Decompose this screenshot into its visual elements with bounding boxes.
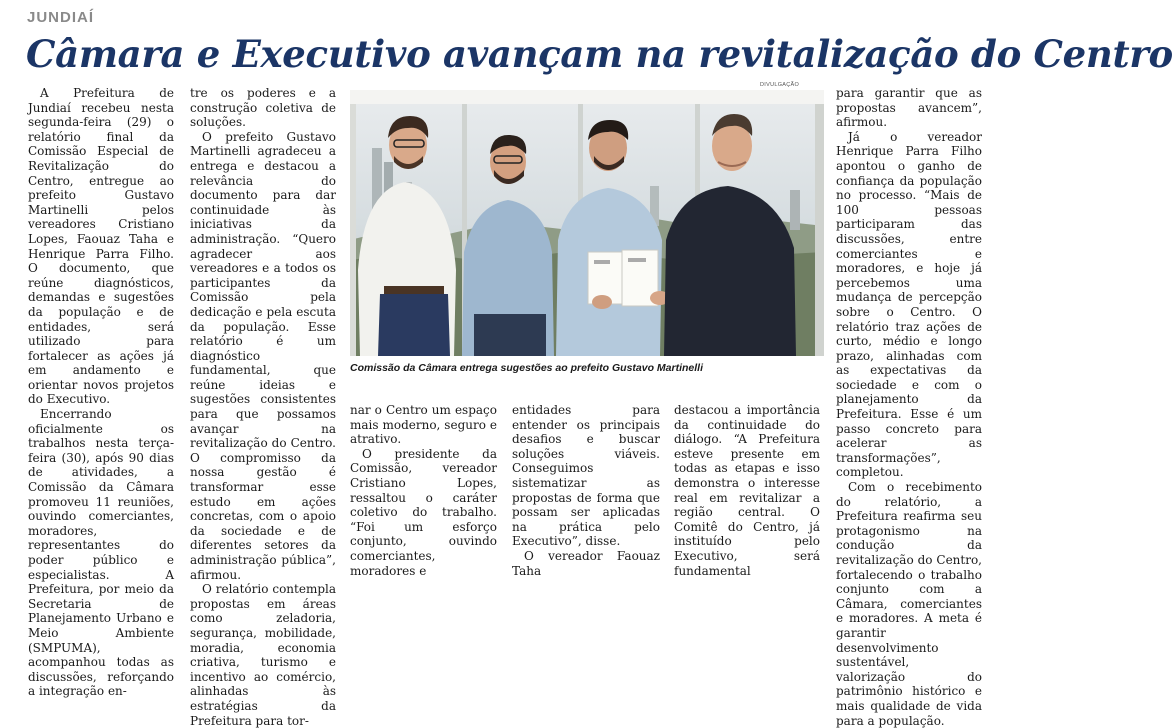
paragraph: tre os poderes e a construção coletiva de soluções. [190,86,336,130]
section-label: JUNDIAÍ [27,9,95,26]
paragraph: destacou a importância da continuidade do diálogo. “A Prefeitura esteve presente em todas as etapas e isso demonstra o interesse real em revitalizar a região central. O Comitê do Centro, já instituído pelo Executivo, será fundamental [674,403,820,578]
paragraph: Encerrando oficialmente os trabalhos nesta terça-feira (30), após 90 dias de atividades, a Comissão da Câmara promoveu 11 reuniões, ouvindo comerciantes, moradores, representantes do poder público e especialistas. A Prefeitura, por meio da Secretaria de Planejamento Urbano e Meio Ambiente (SMPUMA), acompanhou todas as discussões, reforçando a integração en- [28,407,174,699]
paragraph: O relatório contempla propostas em áreas como zeladoria, segurança, mobilidade, moradia, economia criativa, turismo e incentivo ao comércio, alinhadas às estratégias da Prefeitura para tor- [190,582,336,728]
article-column-2 [190,86,336,728]
paragraph: O presidente da Comissão, vereador Cristiano Lopes, ressaltou o caráter coletivo do trabalho. “Foi um esforço conjunto, ouvindo comerciantes, moradores e [350,446,497,578]
paragraph: nar o Centro um espaço mais moderno, seguro e atrativo. [350,403,497,447]
article-column-4 [512,403,660,578]
article-column-1 [28,86,174,699]
article-column-3 [350,403,497,578]
paragraph: Com o recebimento do relatório, a Prefeitura reafirma seu protagonismo na condução da revitalização do Centro, fortalecendo o trabalho conjunto com a Câmara, comerciantes e moradores. A meta é garantir desenvolvimento sustentável, valorização do patrimônio histórico e mais qualidade de vida para a população. [836,480,982,728]
article-photo [350,90,824,356]
headline: Câmara e Executivo avançam na revitalização do Centro [26,32,1173,76]
paragraph: O prefeito Gustavo Martinelli agradeceu a entrega e destacou a relevância do documento para dar continuidade às iniciativas da administração. “Quero agradecer aos vereadores e a todos os participantes da Comissão pela dedicação e pela escuta da população. Esse relatório é um diagnóstico fundamental, que reúne ideias e sugestões consistentes para que possamos avançar na revitalização do Centro. O compromisso da nossa gestão é transformar esse estudo em ações concretas, com o apoio da sociedade e de diferentes setores da administração pública”, afirmou. [190,129,336,582]
photo-caption: Comissão da Câmara entrega sugestões ao prefeito Gustavo Martinelli [350,362,704,374]
photo-credit: DIVULGAÇÃO [760,82,800,88]
paragraph: Já o vereador Henrique Parra Filho apontou o ganho de confiança da população no processo. “Mais de 100 pessoas participaram das discussões, entre comerciantes e moradores, e hoje já percebemos uma mudança de percepção sobre o Centro. O relatório traz ações de curto, médio e longo prazo, alinhadas com as expectativas da sociedade e com o planejamento da Prefeitura. Esse é um passo concreto para acelerar as transformações”, completou. [836,129,982,480]
article-column-6 [836,86,982,728]
article-column-5 [674,403,820,578]
paragraph: O vereador Faouaz Taha [512,548,660,578]
paragraph: A Prefeitura de Jundiaí recebeu nesta segunda-feira (29) o relatório final da Comissão Especial de Revitalização do Centro, entregue ao prefeito Gustavo Martinelli pelos vereadores Cristiano Lopes, Faouaz Taha e Henrique Parra Filho. O documento, que reúne diagnósticos, demandas e sugestões da população e de entidades, será utilizado para fortalecer as ações já em andamento e orientar novos projetos do Executivo. [28,86,174,407]
paragraph: entidades para entender os principais desafios e buscar soluções viáveis. Conseguimos sistematizar as propostas de forma que possam ser aplicadas na prática pelo Executivo”, disse. [512,403,660,549]
paragraph: para garantir que as propostas avancem”, afirmou. [836,86,982,130]
